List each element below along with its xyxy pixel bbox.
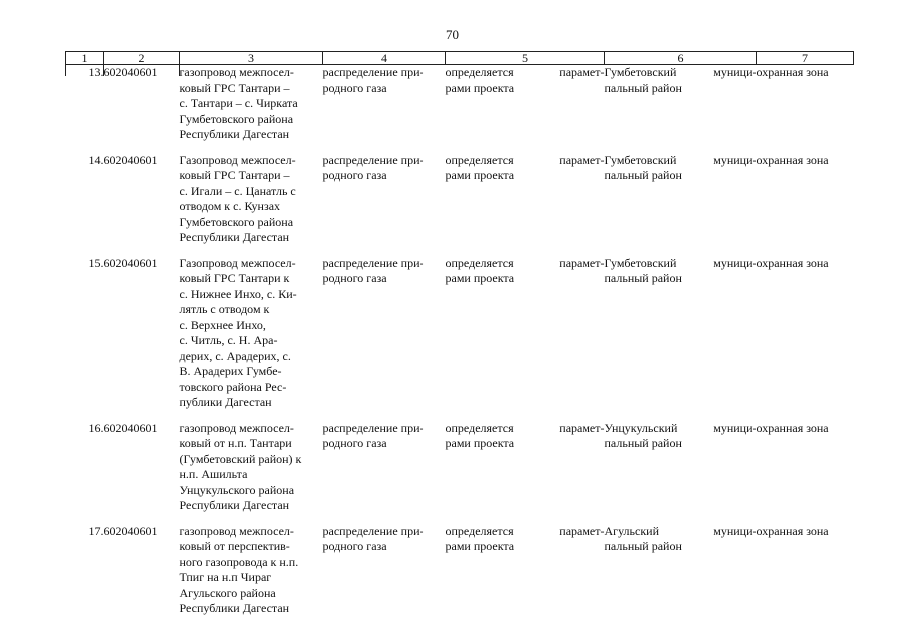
cell-text: 602040601	[103, 420, 158, 435]
row-code	[104, 256, 180, 421]
text-line: Республики Дагестан	[179, 127, 290, 141]
cell-text: пальный район	[604, 80, 682, 95]
cell-text: 602040601	[103, 65, 158, 79]
text-line: лятль с отводом к	[179, 302, 270, 316]
row-zone	[757, 256, 854, 421]
row-parameters	[446, 524, 605, 627]
row-zone	[757, 153, 854, 256]
row-number	[66, 524, 104, 627]
row-zone	[757, 524, 854, 627]
row-district	[605, 256, 757, 421]
cell-text: охранная зона	[756, 523, 829, 538]
text-line: публики Дагестан	[179, 395, 272, 409]
row-purpose	[323, 524, 446, 627]
cell-text: пальный район	[604, 271, 682, 285]
text-line: распределение при-	[322, 523, 424, 538]
text-line: В. Арадерих Гумбе-	[179, 364, 282, 378]
row-code	[104, 524, 180, 627]
cell-text: муници-	[713, 152, 757, 167]
text-line: товского района Рес-	[179, 379, 287, 394]
row-purpose	[323, 153, 446, 256]
cell-text: рами проекта	[445, 436, 515, 450]
cell-text: охранная зона	[756, 65, 829, 79]
row-number	[66, 65, 104, 153]
cell-text: охранная зона	[756, 152, 829, 167]
text-line: отводом к с. Кунзах	[179, 199, 281, 213]
text-line: Агульского района	[179, 585, 276, 600]
cell-text: парамет-	[559, 420, 605, 435]
cell-text: 14.	[88, 152, 104, 167]
text-line: с. Нижнее Инхо, с. Ки-	[179, 286, 297, 301]
text-line: Гумбетовского района	[179, 111, 294, 126]
text-line: распределение при-	[322, 65, 424, 79]
text-line: ковый ГРС Тантари –	[179, 168, 290, 182]
column-header-3: 3	[180, 52, 323, 65]
column-header-4: 4	[323, 52, 446, 65]
column-header-1: 1	[66, 52, 104, 65]
row-zone	[757, 65, 854, 153]
text-line: с. Игали – с. Цанатль с	[179, 183, 296, 198]
cell-text: 17.	[88, 523, 104, 538]
cell-text: охранная зона	[756, 255, 829, 270]
cell-text: 13.	[88, 65, 104, 79]
row-zone	[757, 421, 854, 524]
row-code	[104, 153, 180, 256]
cell-text: Агульский	[604, 523, 660, 538]
row-parameters	[446, 153, 605, 256]
cell-text: парамет-	[559, 523, 605, 538]
cell-text: муници-	[713, 255, 757, 270]
cell-text: рами проекта	[445, 80, 515, 95]
row-parameters	[446, 421, 605, 524]
text-line: родного газа	[322, 539, 387, 553]
cell-text: 602040601	[103, 152, 158, 167]
text-line: газопровод межпосел-	[179, 420, 294, 435]
text-line: родного газа	[322, 271, 387, 285]
text-line: (Гумбетовский район) к	[179, 451, 302, 466]
cell-text: 602040601	[103, 255, 158, 270]
row-divider-left	[65, 64, 66, 76]
column-header-7: 7	[757, 52, 854, 65]
row-number	[66, 153, 104, 256]
cell-text: рами проекта	[445, 271, 515, 285]
text-line: н.п. Ашильта	[179, 467, 248, 481]
row-purpose	[323, 65, 446, 153]
cell-text: Гумбетовский	[604, 255, 677, 270]
row-divider-2	[179, 64, 180, 76]
text-line: ного газопровода к н.п.	[179, 554, 299, 569]
cell-text: определяется	[445, 523, 514, 538]
text-line: родного газа	[322, 436, 387, 450]
row-object-name	[180, 153, 323, 256]
text-line: Тпиг на н.п Чираг	[179, 570, 272, 584]
text-line: дерих, с. Арадерих, с.	[179, 348, 291, 363]
text-line: ковый ГРС Тантари к	[179, 271, 290, 285]
text-line: Республики Дагестан	[179, 601, 290, 615]
cell-text: муници-	[713, 65, 757, 79]
cell-text: 602040601	[103, 523, 158, 538]
row-district	[605, 421, 757, 524]
row-district	[605, 65, 757, 153]
text-line: Республики Дагестан	[179, 230, 290, 244]
cell-text: рами проекта	[445, 539, 515, 553]
cell-text: 16.	[88, 420, 104, 435]
text-line: с. Тантари – с. Чирката	[179, 96, 298, 110]
cell-text: определяется	[445, 152, 514, 167]
column-header-2: 2	[104, 52, 180, 65]
cell-text: пальный район	[604, 539, 682, 553]
text-line: с. Верхнее Инхо,	[179, 317, 266, 332]
cell-text: определяется	[445, 420, 514, 435]
text-line: Газопровод межпосел-	[179, 255, 296, 270]
row-object-name	[180, 524, 323, 627]
text-line: Газопровод межпосел-	[179, 152, 296, 167]
cell-text: определяется	[445, 255, 514, 270]
row-number	[66, 421, 104, 524]
text-line: с. Читль, с. Н. Ара-	[179, 333, 278, 347]
table-row	[66, 524, 854, 627]
row-divider-1	[103, 64, 104, 76]
cell-text: пальный район	[604, 168, 682, 182]
cell-text: Гумбетовский	[604, 152, 677, 167]
text-line: ковый ГРС Тантари –	[179, 80, 290, 95]
row-district	[605, 153, 757, 256]
table-row	[66, 65, 854, 153]
row-object-name	[180, 421, 323, 524]
cell-text: определяется	[445, 65, 514, 79]
row-number	[66, 256, 104, 421]
row-code	[104, 421, 180, 524]
text-line: родного газа	[322, 168, 387, 182]
row-code	[104, 65, 180, 153]
text-line: Республики Дагестан	[179, 498, 290, 512]
table-body	[66, 65, 854, 627]
cell-text: пальный район	[604, 436, 682, 450]
text-line: родного газа	[322, 80, 387, 95]
text-line: распределение при-	[322, 420, 424, 435]
row-purpose	[323, 256, 446, 421]
table-row	[66, 256, 854, 421]
column-header-6: 6	[605, 52, 757, 65]
row-object-name	[180, 256, 323, 421]
text-line: распределение при-	[322, 152, 424, 167]
table-row	[66, 421, 854, 524]
row-object-name	[180, 65, 323, 153]
registry-table	[65, 51, 854, 627]
cell-text: рами проекта	[445, 168, 515, 182]
text-line: ковый от перспектив-	[179, 539, 290, 553]
row-parameters	[446, 65, 605, 153]
cell-text: охранная зона	[756, 420, 829, 435]
column-header-5: 5	[446, 52, 605, 65]
cell-text: муници-	[713, 523, 757, 538]
row-district	[605, 524, 757, 627]
cell-text: парамет-	[559, 152, 605, 167]
page-number: 70	[446, 27, 459, 42]
text-line: газопровод межпосел-	[179, 65, 294, 79]
cell-text: парамет-	[559, 255, 605, 270]
cell-text: 15.	[88, 255, 104, 270]
text-line: распределение при-	[322, 255, 424, 270]
table-row	[66, 153, 854, 256]
cell-text: муници-	[713, 420, 757, 435]
row-parameters	[446, 256, 605, 421]
cell-text: парамет-	[559, 65, 605, 79]
text-line: ковый от н.п. Тантари	[179, 436, 292, 450]
row-purpose	[323, 421, 446, 524]
text-line: газопровод межпосел-	[179, 523, 294, 538]
text-line: Гумбетовского района	[179, 214, 294, 229]
cell-text: Гумбетовский	[604, 65, 677, 79]
cell-text: Унцукульский	[604, 420, 678, 435]
text-line: Унцукульского района	[179, 482, 295, 497]
column-number-row	[66, 52, 854, 65]
